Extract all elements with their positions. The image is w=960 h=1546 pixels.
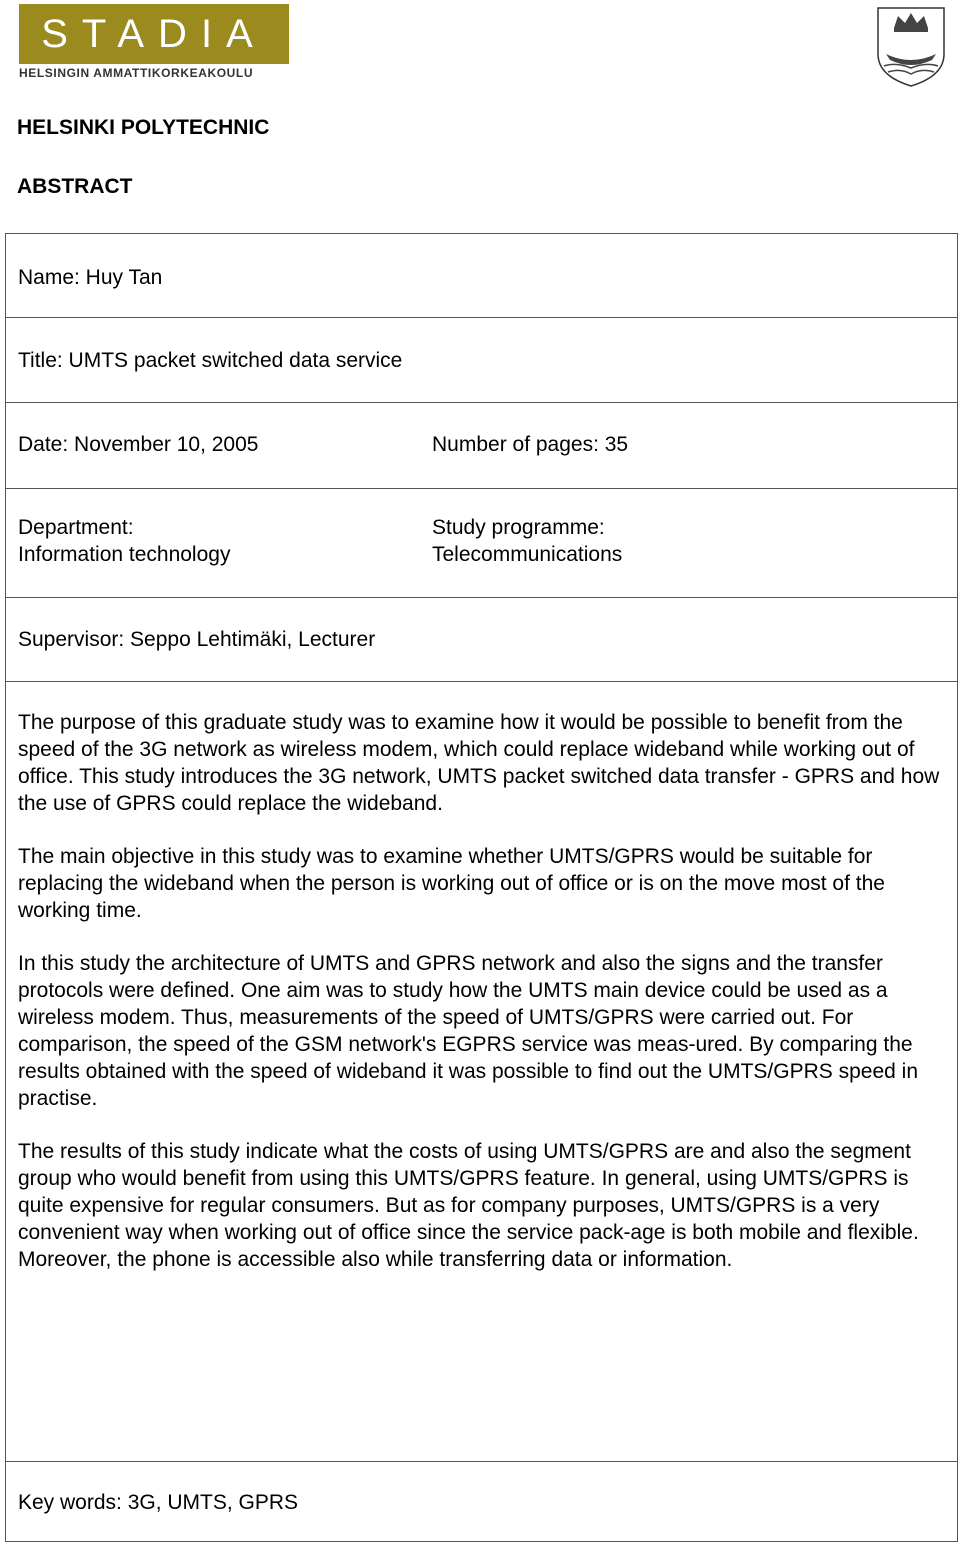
programme-value: Telecommunications: [432, 543, 623, 566]
keywords-field: Key words: 3G, UMTS, GPRS: [18, 1491, 299, 1514]
helsinki-crest-icon: [876, 4, 946, 88]
name-field: Name: Huy Tan: [18, 266, 163, 289]
abstract-form: [5, 233, 958, 1542]
department-label: Department:: [18, 516, 134, 539]
date-row: [6, 403, 957, 489]
name-row: [6, 234, 957, 318]
abstract-paragraph-2: The main objective in this study was to examine whether UMTS/GPRS would be suitable for replacing the wideband when the person is working out of office or is on the move most of the working time.: [18, 845, 885, 922]
abstract-body: [18, 709, 948, 1299]
pages-field: Number of pages: 35: [432, 433, 629, 456]
supervisor-field: Supervisor: Seppo Lehtimäki, Lecturer: [18, 628, 376, 651]
date-field: Date: November 10, 2005: [18, 433, 259, 456]
title-row: [6, 318, 957, 403]
abstract-paragraph-3: In this study the architecture of UMTS and GPRS network and also the signs and the transfer protocols were defined. One aim was to study how the UMTS main device could be used as a wireless modem. Thus, measurements of the speed of UMTS/GPRS were carried out. For comparison, the speed of the GSM network's EGPRS service was meas-ured. By comparing the results obtained with the speed of wideband it was possible to find out the UMTS/GPRS speed in practise.: [18, 952, 919, 1110]
department-value: Information technology: [18, 543, 231, 566]
logo-wordmark: STADIA: [41, 12, 267, 56]
department-row: [6, 489, 957, 598]
logo-subtitle: HELSINGIN AMMATTIKORKEAKOULU: [19, 66, 254, 80]
programme-label: Study programme:: [432, 516, 605, 539]
supervisor-row: [6, 598, 957, 682]
abstract-paragraph-1: The purpose of this graduate study was to examine how it would be possible to benefit from the speed of the 3G network as wireless modem, which could replace wideband while working out of office. This study introduces the 3G network, UMTS packet switched data transfer - GPRS and how the use of GPRS could replace the wideband.: [18, 711, 940, 815]
institution-heading: HELSINKI POLYTECHNIC: [17, 116, 270, 139]
stadia-logo: [19, 4, 289, 64]
abstract-paragraph-4: The results of this study indicate what the costs of using UMTS/GPRS are and also the segment group who would benefit from using this UMTS/GPRS feature. In general, using UMTS/GPRS is quite expensive for regular consumers. But as for company purposes, UMTS/GPRS is a very convenient way when working out of office since the service pack-age is both mobile and flexible. Moreover, the phone is accessible also while transferring data or information.: [18, 1140, 919, 1271]
title-field: Title: UMTS packet switched data service: [18, 349, 403, 372]
abstract-heading: ABSTRACT: [17, 175, 133, 198]
keywords-divider: [6, 1461, 957, 1462]
